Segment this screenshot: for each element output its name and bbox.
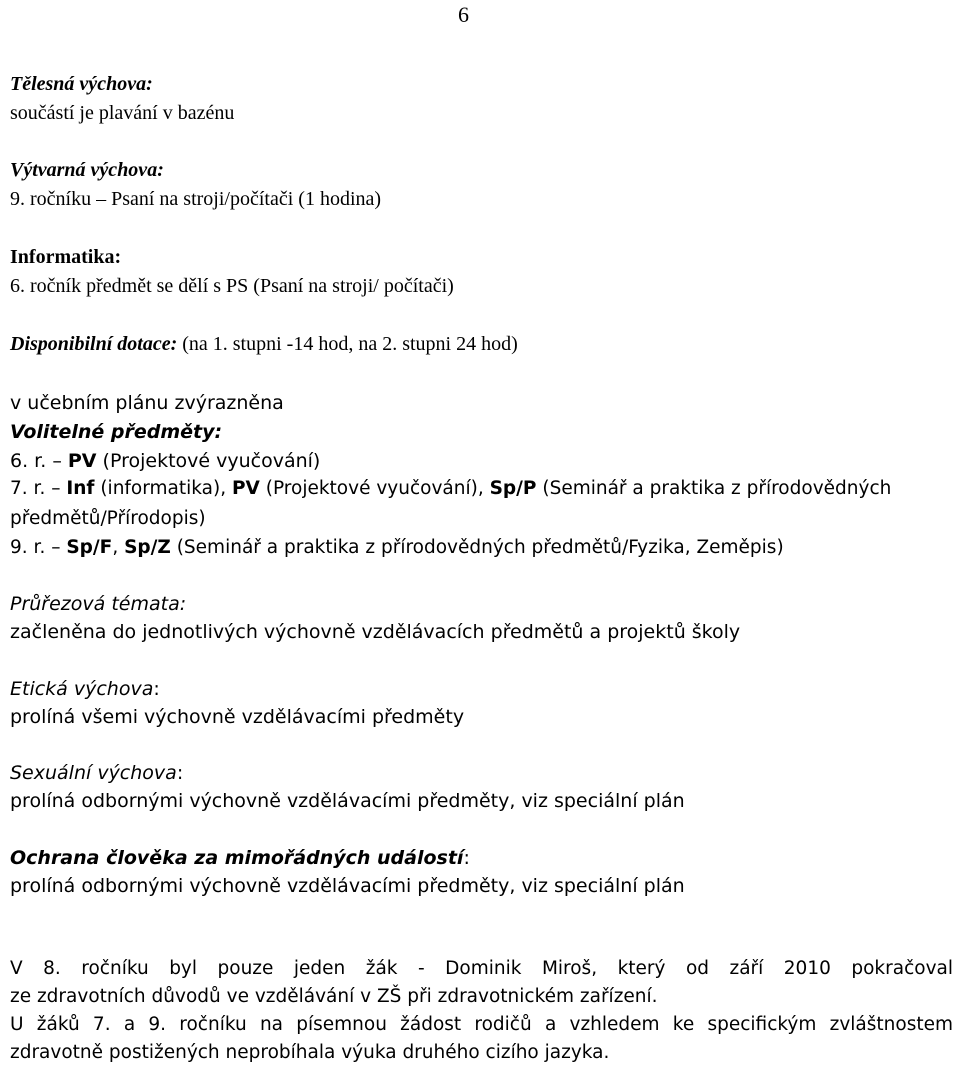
r7-line <box>10 477 891 501</box>
note-1-line-2: ze zdravotních důvodů ve vzdělávání v ZŠ při zdravotnickém zařízení. <box>10 986 658 1007</box>
och-text: prolíná odbornými výchovně vzdělávacími předměty, viz speciální plán <box>10 875 685 897</box>
vol-heading: Volitelné předměty: <box>10 421 223 443</box>
vv-heading: Výtvarná výchova: <box>10 159 164 181</box>
r7-code-inf: Inf <box>66 478 95 499</box>
ev-colon: : <box>153 678 160 700</box>
tv-heading: Tělesná výchova: <box>10 73 153 95</box>
r6-desc: (Projektové vyučování) <box>96 450 321 472</box>
ev-text: prolíná všemi výchovně vzdělávacími předměty <box>10 706 465 728</box>
note-1-line-1: V 8. ročníku byl pouze jeden žák - Dominik Miroš, který od září 2010 pokračoval <box>10 958 953 979</box>
r9-sep: , <box>112 537 125 558</box>
r9-line <box>10 536 784 560</box>
ev-heading: Etická výchova <box>10 678 154 700</box>
r6-line <box>10 449 320 473</box>
dis-heading: Disponibilní dotace: <box>10 333 178 355</box>
sv-colon: : <box>176 762 184 784</box>
och-heading: Ochrana člověka za mimořádných událostí <box>10 847 464 869</box>
r7-desc-spp: (Seminář a praktika z přírodovědných <box>536 478 892 499</box>
r9-prefix: 9. r. – <box>10 537 67 558</box>
dis-line <box>10 332 518 356</box>
note-2-line-2: zdravotně postižených neprobíhala výuka druhého cizího jazyka. <box>10 1042 610 1063</box>
r7-desc-pv: (Projektové vyučování), <box>259 478 490 499</box>
ev-heading-line <box>10 677 160 701</box>
r6-code: PV <box>67 450 97 472</box>
pt-text: začleněna do jednotlivých výchovně vzdělávacích předmětů a projektů školy <box>10 621 741 643</box>
r7-code-spp: Sp/P <box>489 478 537 499</box>
och-heading-line <box>10 846 470 870</box>
r7-continuation: předmětů/Přírodopis) <box>10 508 206 529</box>
och-colon: : <box>463 847 470 869</box>
r6-prefix: 6. r. – <box>10 450 68 472</box>
r7-code-pv: PV <box>231 478 260 499</box>
pt-heading: Průřezová témata: <box>10 593 187 615</box>
note-2-line-1: U žáků 7. a 9. ročníku na písemnou žádost rodičů a vzhledem ke specifickým zvláštnostem <box>10 1014 953 1035</box>
r9-code-spz: Sp/Z <box>124 537 171 558</box>
plan-text: v učebním plánu zvýrazněna <box>10 392 284 414</box>
r9-code-spf: Sp/F <box>66 537 113 558</box>
r9-desc: (Seminář a praktika z přírodovědných předmětů/Fyzika, Zeměpis) <box>170 537 784 558</box>
tv-text: součástí je plavání v bazénu <box>10 102 235 124</box>
sv-heading-line <box>10 761 183 785</box>
inf-text: 6. ročník předmět se dělí s PS (Psaní na stroji/ počítači) <box>10 275 454 297</box>
vv-text: 9. ročníku – Psaní na stroji/počítači (1 hodina) <box>10 188 382 210</box>
inf-heading: Informatika: <box>10 246 122 268</box>
sv-text: prolíná odbornými výchovně vzdělávacími předměty, viz speciální plán <box>10 790 685 812</box>
sv-heading: Sexuální výchova <box>10 762 177 784</box>
r7-desc-inf: (informatika), <box>94 478 232 499</box>
dis-text: (na 1. stupni -14 hod, na 2. stupni 24 hod) <box>177 333 518 355</box>
r7-prefix: 7. r. – <box>10 478 67 499</box>
page-number: 6 <box>458 2 469 27</box>
